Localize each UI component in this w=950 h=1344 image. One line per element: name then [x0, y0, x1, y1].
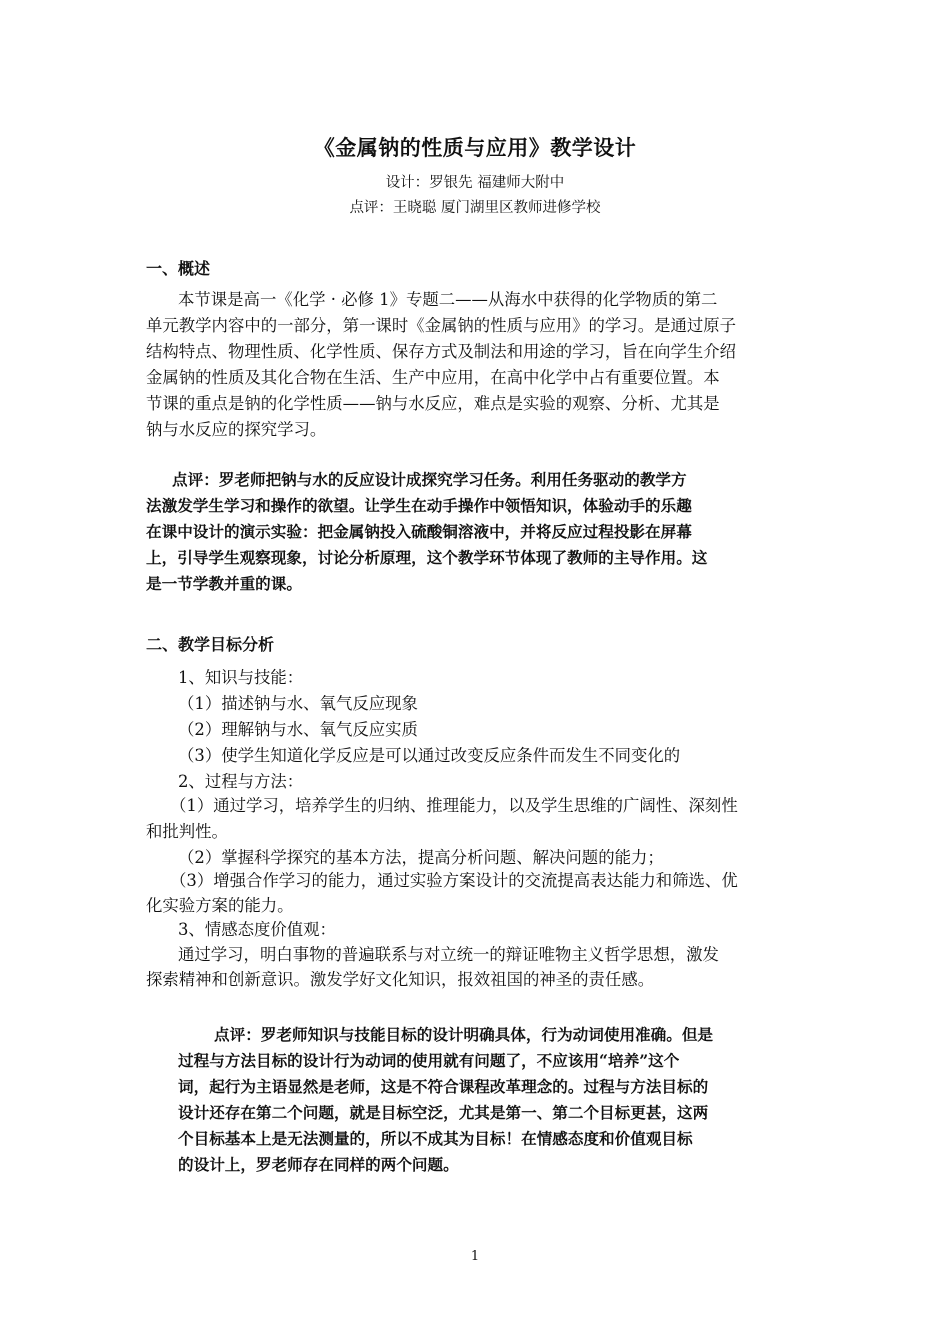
comment-line: 上，引导学生观察现象，讨论分析原理，这个教学环节体现了教师的主导作用。这	[146, 548, 708, 567]
comment-line: 过程与方法目标的设计行为动词的使用就有问题了，不应该用“培养”这个	[178, 1051, 680, 1070]
emotion-line: 通过学习，明白事物的普遍联系与对立统一的辩证唯物主义哲学思想，激发	[178, 945, 719, 964]
knowledge-title: 1、知识与技能：	[178, 668, 304, 687]
knowledge-item: （3）使学生知道化学反应是可以通过改变反应条件而发生不同变化的	[178, 746, 681, 765]
knowledge-item: （1）描述钠与水、氧气反应现象	[178, 694, 418, 713]
paragraph-line: 钠与水反应的探究学习。	[146, 420, 327, 439]
section-heading-overview: 一、概述	[146, 259, 211, 278]
document-title: 《金属钠的性质与应用》教学设计	[313, 136, 637, 160]
paragraph-line: 单元教学内容中的一部分，第一课时《金属钠的性质与应用》的学习。是通过原子	[146, 316, 737, 335]
comment-line: 点评：罗老师把钠与水的反应设计成探究学习任务。利用任务驱动的教学方	[172, 470, 687, 489]
section-heading-objectives: 二、教学目标分析	[146, 635, 275, 654]
comment-line: 设计还存在第二个问题，就是目标空泛，尤其是第一、第二个目标更甚，这两	[178, 1103, 709, 1122]
comment-line: 是一节学教并重的课。	[146, 574, 302, 593]
process-item: （2）掌握科学探究的基本方法，提高分析问题、解决问题的能力；	[178, 848, 664, 867]
paragraph-line: 本节课是高一《化学 · 必修 1》专题二——从海水中获得的化学物质的第二	[178, 290, 718, 309]
paragraph-line: 金属钠的性质及其化合物在生活、生产中应用，在高中化学中占有重要位置。本	[146, 368, 720, 387]
comment-line: 在课中设计的演示实验：把金属钠投入硫酸铜溶液中，并将反应过程投影在屏幕	[146, 522, 692, 541]
paragraph-line: 节课的重点是钠的化学性质——钠与水反应，难点是实验的观察、分析、尤其是	[146, 394, 720, 413]
page-number: 1	[470, 1249, 480, 1264]
emotion-line: 探索精神和创新意识。激发学好文化知识，报效祖国的神圣的责任感。	[146, 970, 655, 989]
comment-line: 法激发学生学习和操作的欲望。让学生在动手操作中领悟知识，体验动手的乐趣	[146, 496, 692, 515]
paragraph-line: 结构特点、物理性质、化学性质、保存方式及制法和用途的学习，旨在向学生介绍	[146, 342, 737, 361]
comment-line: 的设计上，罗老师存在同样的两个问题。	[178, 1155, 459, 1174]
review-comment-1	[146, 467, 707, 597]
designer-line: 设计：罗银先 福建师大附中	[385, 175, 565, 191]
comment-line: 点评：罗老师知识与技能目标的设计明确具体，行为动词使用准确。但是	[214, 1025, 714, 1044]
process-item: （1）通过学习，培养学生的归纳、推理能力，以及学生思维的广阔性、深刻性	[170, 796, 738, 815]
process-item-continued: 和批判性。	[146, 822, 228, 841]
process-item: （3）增强合作学习的能力，通过实验方案设计的交流提高表达能力和筛选、优	[170, 871, 738, 890]
reviewer-line: 点评：王晓聪 厦门湖里区教师进修学校	[349, 200, 601, 216]
review-comment-2	[178, 1022, 713, 1178]
overview-paragraph	[146, 287, 809, 443]
emotion-title: 3、情感态度价值观：	[178, 920, 336, 939]
process-item-continued: 化实验方案的能力。	[146, 896, 294, 915]
comment-line: 词，起行为主语显然是老师，这是不符合课程改革理念的。过程与方法目标的	[178, 1077, 709, 1096]
knowledge-item: （2）理解钠与水、氧气反应实质	[178, 720, 418, 739]
process-title: 2、过程与方法：	[178, 772, 304, 791]
comment-line: 个目标基本上是无法测量的，所以不成其为目标！在情感态度和价值观目标	[178, 1129, 693, 1148]
